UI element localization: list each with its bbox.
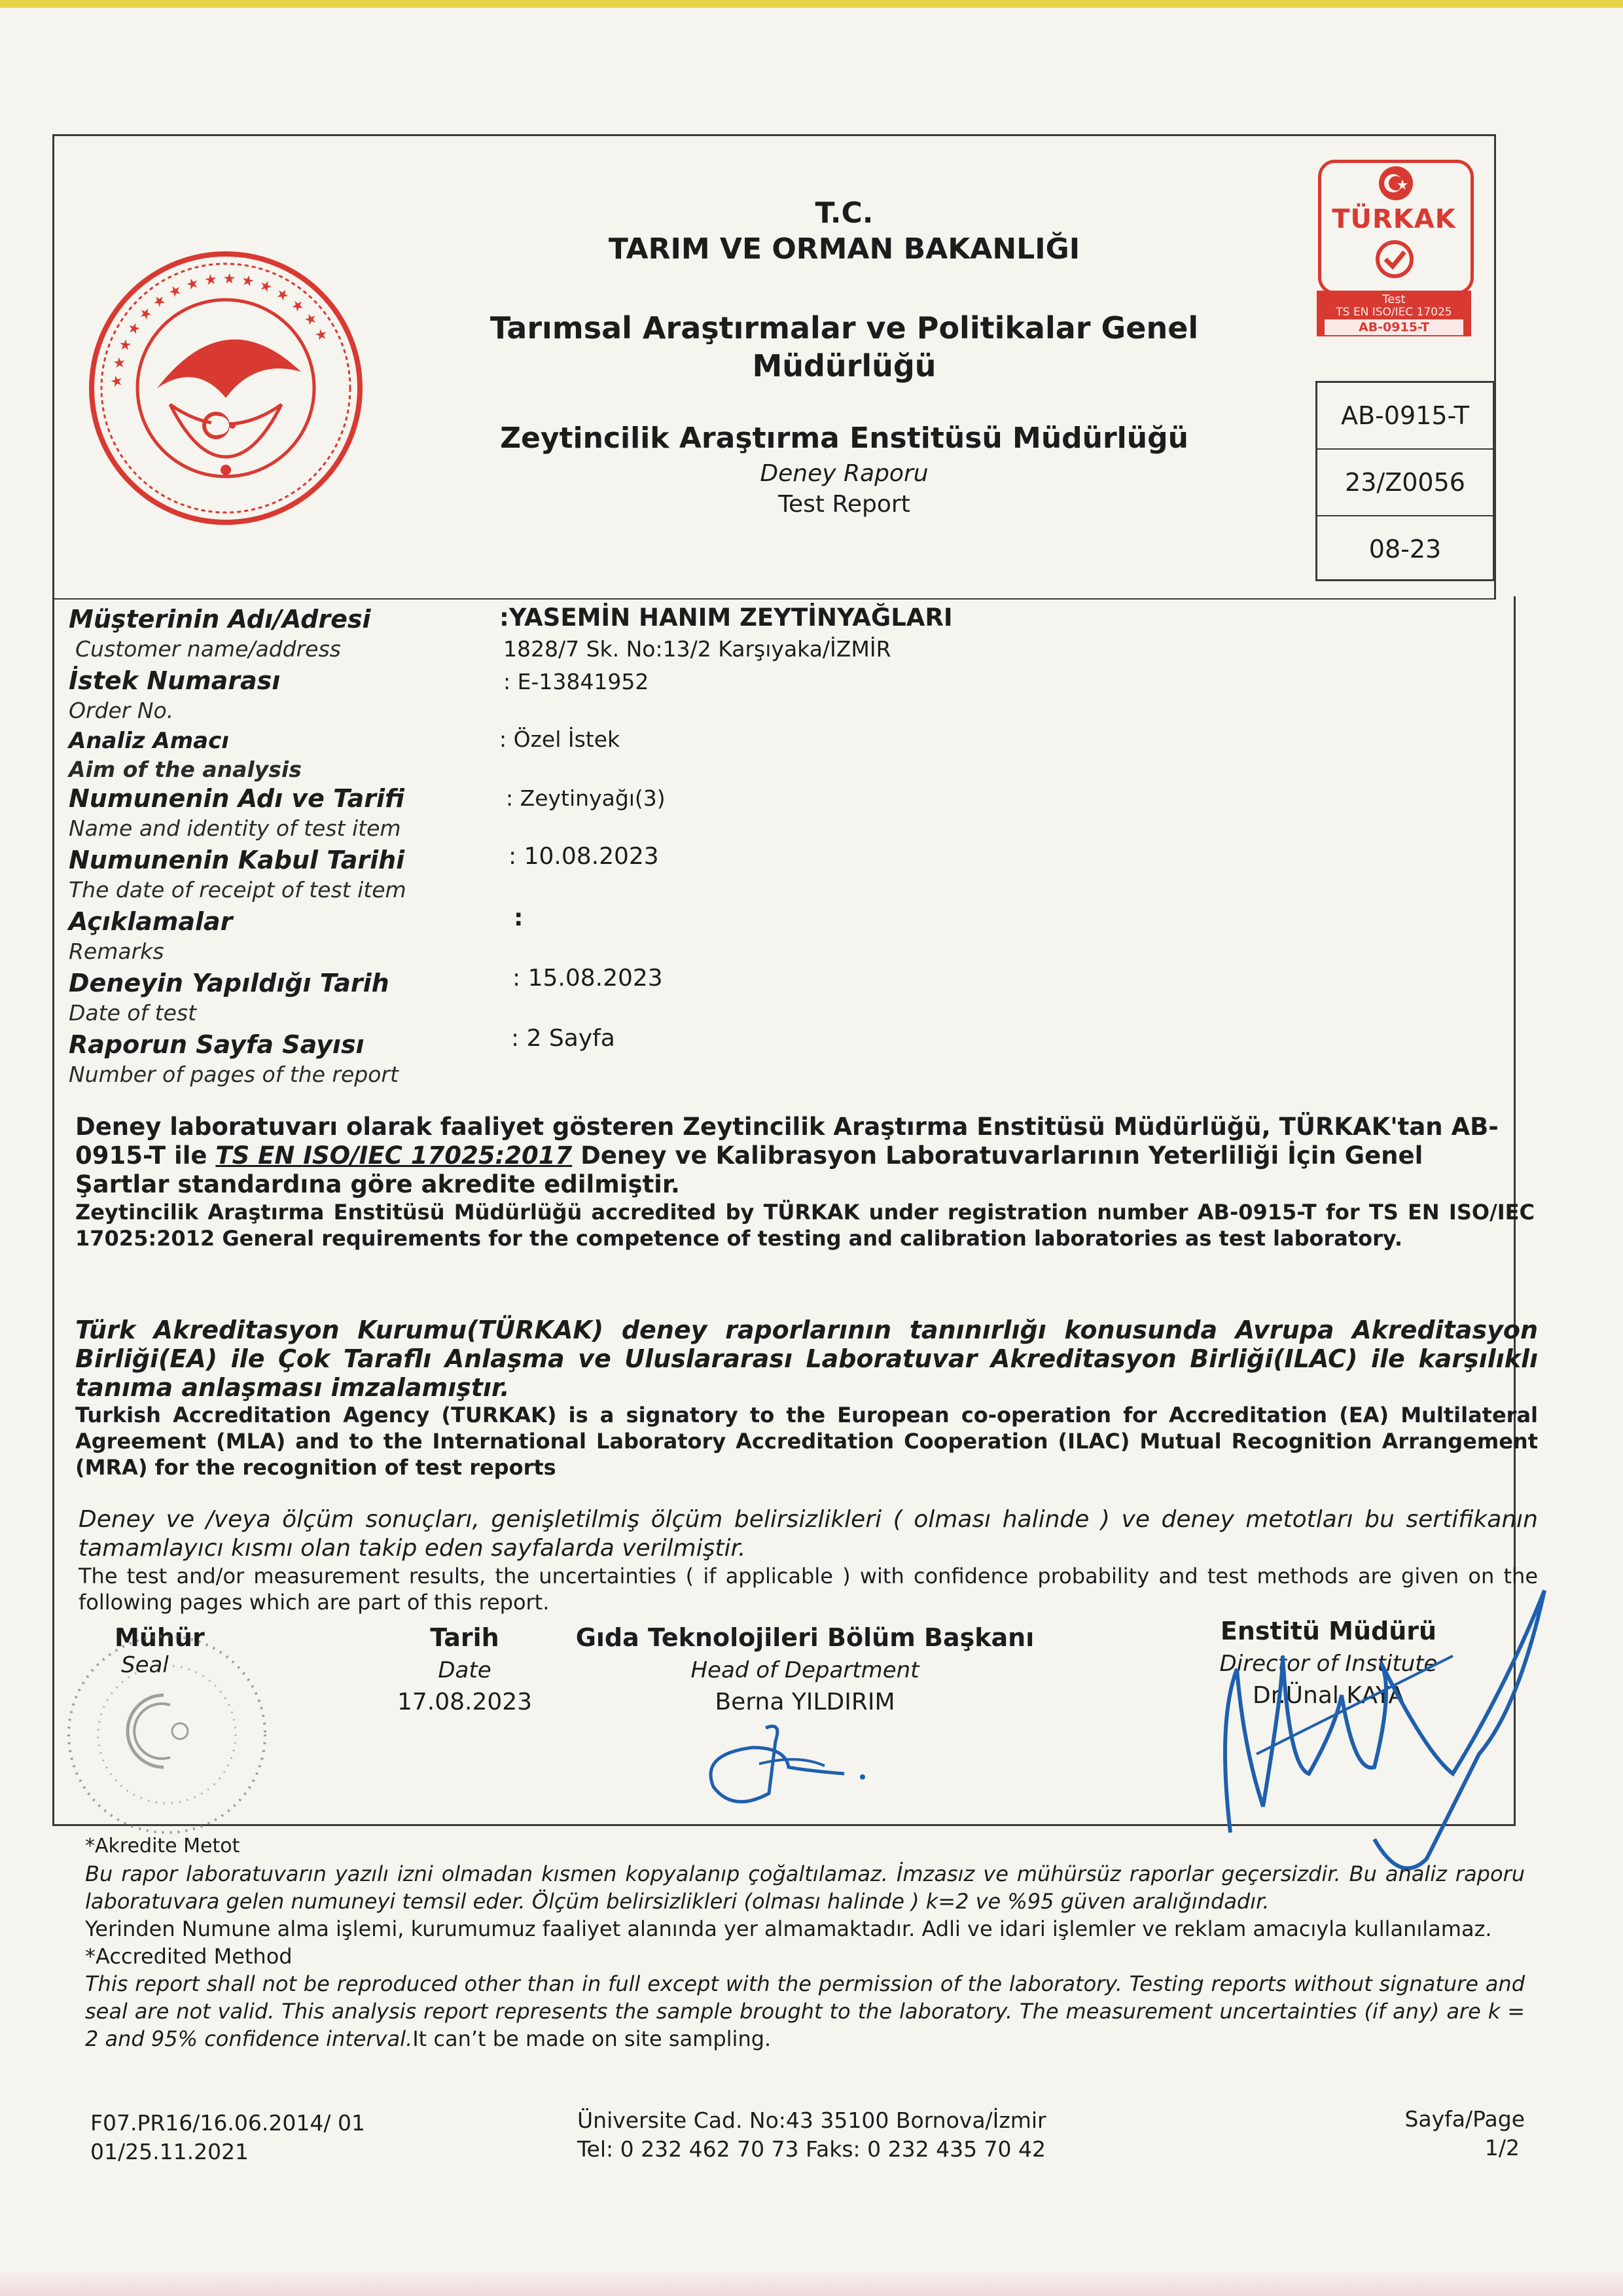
svg-text:★ ★ ★ ★ ★ ★ ★ ★ ★ ★ ★ ★ ★ ★ ★: ★ ★ ★ ★ ★ ★ ★ ★ ★ ★ ★ ★ ★ ★ ★ ★ bbox=[108, 270, 332, 389]
accreditation-statement bbox=[75, 1113, 1541, 1251]
field-label-tr: Açıklamalar bbox=[69, 907, 233, 936]
form-code-line2: 01/25.11.2021 bbox=[90, 2139, 249, 2164]
director-name: Dr.Ünal KAYA bbox=[1253, 1682, 1404, 1709]
field-label-en: Date of test bbox=[69, 1000, 197, 1026]
seal-label-tr: Mühür bbox=[115, 1623, 205, 1652]
form-code-line1: F07.PR16/16.06.2014/ 01 bbox=[90, 2110, 365, 2136]
contact-line: Tel: 0 232 462 70 73 Faks: 0 232 435 70 42 bbox=[577, 2136, 1046, 2162]
field-label-tr: İstek Numarası bbox=[69, 666, 281, 695]
head-title-en: Head of Department bbox=[690, 1657, 919, 1683]
date-sign-group bbox=[366, 1623, 563, 1715]
check-circle-icon bbox=[1374, 239, 1415, 279]
results-note-en: The test and/or measurement results, the uncertainties ( if applicable ) with confidence probability and test methods are given on the following pages which are part of this report. bbox=[79, 1564, 1538, 1615]
standard-reference: TS EN ISO/IEC 17025:2017 bbox=[215, 1141, 573, 1170]
sample-name-value: : Zeytinyağı(3) bbox=[506, 785, 666, 811]
date-value: 17.08.2023 bbox=[397, 1689, 533, 1715]
accredited-method-en: *Accredited Method bbox=[85, 1944, 293, 1969]
test-date-value: : 15.08.2023 bbox=[512, 965, 663, 992]
disclaimer-en-block bbox=[85, 1970, 1525, 2053]
recognition-tr: Türk Akreditasyon Kurumu(TÜRKAK) deney raporlarının tanınırlığı konusunda Avrupa Akreditasyon Birliği(EA) ile Çok Taraflı Anlaşma ve Uluslararası Laboratuvar Akreditasyon Birliği(ILAC) ile karşılıklı tanıma anlaşması imzalamıştır. bbox=[75, 1316, 1538, 1402]
turkak-code-label: AB-0915-T bbox=[1325, 319, 1463, 335]
order-number-value: : E-13841952 bbox=[503, 669, 649, 694]
header-tc: T.C. bbox=[815, 196, 874, 230]
top-color-strip bbox=[0, 0, 1623, 8]
header-ministry: TARIM VE ORMAN BAKANLIĞI bbox=[608, 232, 1080, 266]
seal-label-en: Seal bbox=[121, 1652, 169, 1678]
page-value: 1/2 bbox=[1484, 2135, 1520, 2161]
page-indicator bbox=[1381, 2105, 1525, 2162]
report-number: 23/Z0056 bbox=[1317, 450, 1493, 516]
header-titles bbox=[419, 196, 1270, 518]
accreditation-tr-prefix: 0915-T ile bbox=[75, 1141, 207, 1170]
page-label: Sayfa/Page bbox=[1404, 2106, 1525, 2132]
field-label-tr: Numunenin Adı ve Tarifi bbox=[69, 784, 404, 813]
header-institute: Zeytincilik Araştırma Enstitüsü Müdürlüğü bbox=[500, 422, 1188, 455]
footnotes bbox=[85, 1833, 1525, 2053]
director-title-en: Director of Institute bbox=[1219, 1651, 1438, 1677]
analysis-aim-value: : Özel İstek bbox=[499, 726, 620, 752]
receipt-date-value: : 10.08.2023 bbox=[508, 843, 659, 870]
turkak-test-label: Test bbox=[1382, 293, 1406, 306]
field-label-tr: Deneyin Yapıldığı Tarih bbox=[69, 969, 389, 997]
results-note-tr: Deney ve /veya ölçüm sonuçları, genişletilmiş ölçüm belirsizlikleri ( olması halinde ) ve deney metotları bu sertifikanın tamamlayıcı kısmı olan takip eden sayfalarda verilmiştir. bbox=[79, 1506, 1538, 1562]
accredited-method-tr: *Akredite Metot bbox=[85, 1835, 240, 1857]
sampling-note-tr: Yerinden Numune alma işlemi, kurumumuz faaliyet alanında yer almamaktadır. Adli ve idari işlemler ve reklam amacıyla kullanılamaz. bbox=[85, 1916, 1492, 1941]
recognition-statement bbox=[75, 1316, 1538, 1480]
turkak-logo bbox=[1315, 157, 1472, 347]
sampling-note-en: It can’t be made on site sampling. bbox=[412, 2026, 772, 2051]
field-label-tr: Müşterinin Adı/Adresi bbox=[69, 605, 371, 634]
disclaimer-tr: Bu rapor laboratuvarın yazılı izni olmadan kısmen kopyalanıp çoğaltılamaz. İmzasız ve mühürsüz raporlar geçersizdir. Bu analiz raporu laboratuvara gelen numuneyi temsil eder. Ölçüm belirsizlikleri (olması halinde ) k=2 ve %95 güven aralığındadır. bbox=[85, 1861, 1525, 1914]
field-label-tr: Numunenin Kabul Tarihi bbox=[69, 846, 405, 874]
date-label-tr: Tarih bbox=[430, 1623, 499, 1652]
head-sign-group bbox=[563, 1623, 1047, 1715]
accreditation-tr-suffix: Deney ve Kalibrasyon Laboratuvarlarının Yeterliliği İçin Genel bbox=[580, 1141, 1423, 1170]
field-label-en: The date of receipt of test item bbox=[69, 877, 406, 903]
field-label-en: Remarks bbox=[69, 939, 164, 964]
flag-crescent-icon bbox=[1378, 165, 1414, 202]
field-label-en: Name and identity of test item bbox=[69, 816, 401, 841]
header-directorate-line1: Tarımsal Araştırmalar ve Politikalar Genel bbox=[490, 310, 1199, 346]
accreditation-tr-line2 bbox=[75, 1141, 1541, 1170]
bottom-color-strip bbox=[0, 2270, 1623, 2296]
accreditation-en: Zeytincilik Araştırma Enstitüsü Müdürlüğü accredited by TÜRKAK under registration number AB-0915-T for TS EN ISO/IEC 17025:2012 General requirements for the competence of testing and calibration laboratories as test laboratory. bbox=[75, 1200, 1535, 1251]
head-signature bbox=[694, 1715, 890, 1826]
turkak-standard-label: TS EN ISO/IEC 17025 bbox=[1336, 306, 1452, 319]
address-line: Üniversite Cad. No:43 35100 Bornova/İzmir bbox=[577, 2108, 1046, 2133]
disclaimer-en: This report shall not be reproduced other than in full except with the permission of the laboratory. Testing reports without signature and seal are not valid. This analysis report represents the sample brought to the laboratory. The measurement uncertainties (if any) are k = 2 and 95% confidence interval. bbox=[85, 1971, 1525, 2051]
field-label-en: Number of pages of the report bbox=[69, 1062, 399, 1087]
header-report-tr: Deney Raporu bbox=[760, 460, 929, 487]
recognition-en: Turkish Accreditation Agency (TURKAK) is a signatory to the European co-operation for Accreditation (EA) Multilateral Agreement (MLA) and to the International Laboratory Accreditation Cooperation (ILAC) Mutual Recognition Arrangement (MRA) for the recognition of test reports bbox=[75, 1403, 1538, 1480]
customer-address-value: 1828/7 Sk. No:13/2 Karşıyaka/İZMİR bbox=[503, 636, 891, 662]
official-stamp bbox=[46, 1617, 281, 1852]
field-label-en: Customer name/address bbox=[75, 636, 341, 662]
field-label-tr: Analiz Amacı bbox=[69, 728, 229, 754]
report-month: 08-23 bbox=[1368, 535, 1442, 564]
date-label-en: Date bbox=[438, 1657, 491, 1683]
field-label-tr: Raporun Sayfa Sayısı bbox=[69, 1030, 365, 1059]
customer-name-value: :YASEMİN HANIM ZEYTİNYAĞLARI bbox=[499, 603, 953, 632]
accreditation-code: AB-0915-T bbox=[1317, 383, 1493, 450]
field-label-en: Order No. bbox=[69, 698, 174, 723]
accreditation-tr-line1: Deney laboratuvarı olarak faaliyet gösteren Zeytincilik Araştırma Enstitüsü Müdürlüğü, TÜRKAK'tan AB- bbox=[75, 1113, 1499, 1141]
form-code bbox=[90, 2109, 365, 2166]
header-report-en: Test Report bbox=[778, 491, 910, 518]
remarks-value: : bbox=[514, 905, 524, 931]
ministry-seal-logo bbox=[85, 247, 366, 529]
turkak-wordmark: TÜRKAK bbox=[1332, 204, 1456, 234]
report-code-box bbox=[1315, 381, 1495, 581]
director-title-tr: Enstitü Müdürü bbox=[1220, 1617, 1437, 1645]
head-name: Berna YILDIRIM bbox=[715, 1689, 895, 1715]
accreditation-tr-line3: Şartlar standardına göre akredite edilmiştir. bbox=[75, 1170, 680, 1198]
head-title-tr: Gıda Teknolojileri Bölüm Başkanı bbox=[575, 1623, 1035, 1652]
field-label-en: Aim of the analysis bbox=[69, 757, 302, 782]
header-directorate-line2: Müdürlüğü bbox=[752, 348, 936, 384]
page-count-value: : 2 Sayfa bbox=[511, 1025, 615, 1052]
institute-address bbox=[577, 2106, 1046, 2164]
